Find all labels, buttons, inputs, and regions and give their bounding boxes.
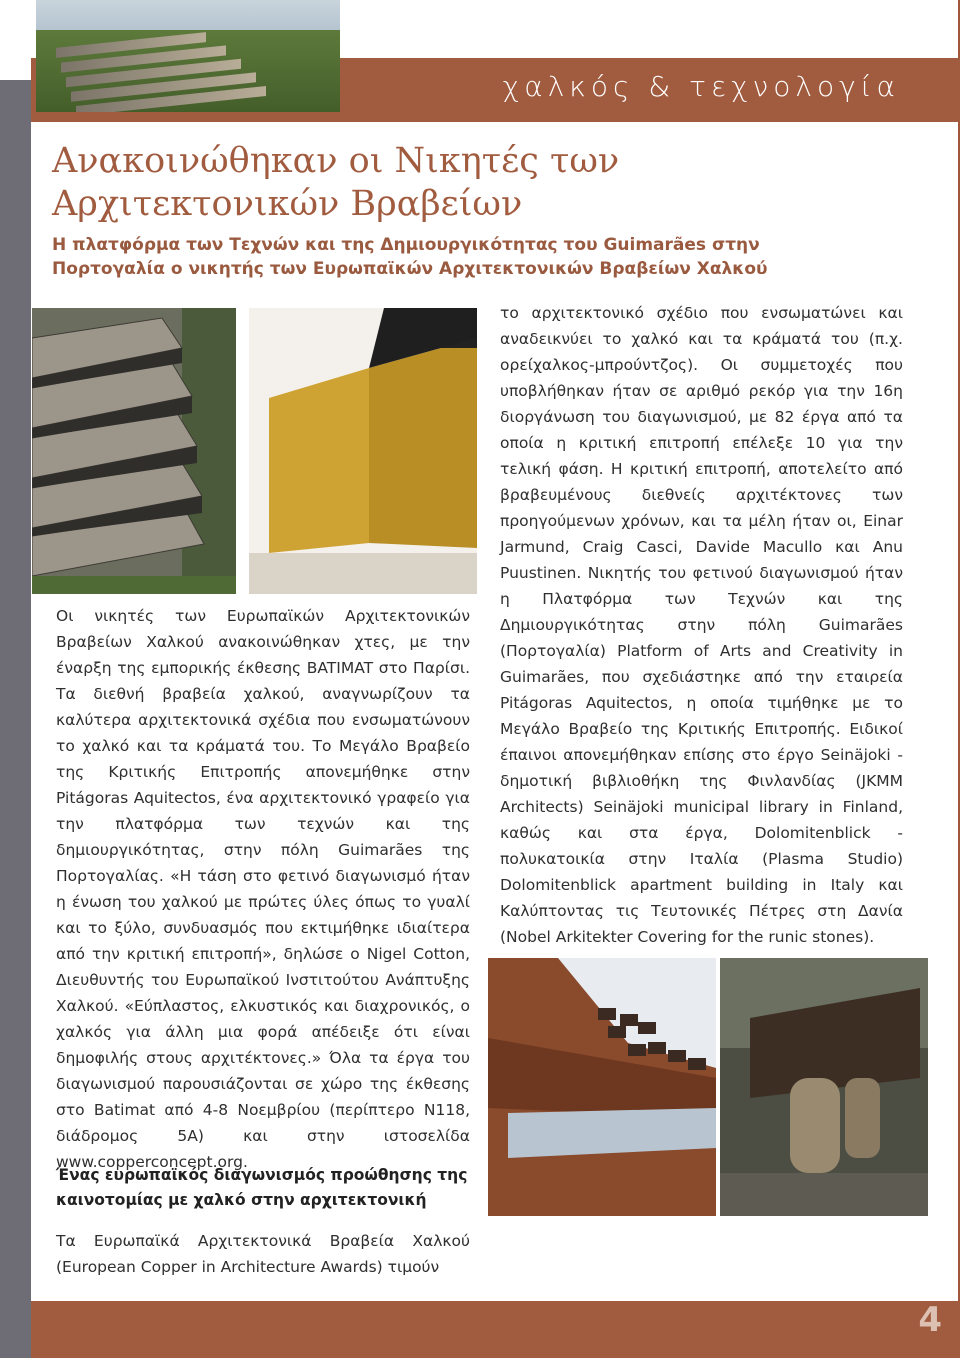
page-number: 4 xyxy=(918,1300,942,1340)
left-sidebar-bar xyxy=(0,0,31,1358)
left-column-text: Οι νικητές των Ευρωπαϊκών Αρχιτεκτονικών Βραβείων Χαλκού ανακοινώθηκαν χτες, με την έναρξη της εμπορικής έκθεσης BATIMAT στο Παρίσι. Τα διεθνή βραβεία χαλκού, αναγνωρίζουν τα καλύτερα αρχιτεκτονικά σχέδια που ενσωματώνουν το χαλκό και τα κράματά του. Το Μεγάλο Βραβείο της Κριτικής Επιτροπής απονεμήθηκε στην Pitágoras Aquitectos, ένα αρχιτεκτονικό γραφείο για την πλατφόρμα των τεχνών και της δημιουργικότητας, στην πόλη Guimarães της Πορτογαλίας. «Η τάση στο φετινό διαγωνισμό ήταν η ένωση του χαλκού με πρώτες ύλες όπως το γυαλί και το ξύλο, συνδυασμός που εκτιμήθηκε ιδιαίτερα από την κριτική επιτροπή», δηλώσε ο Nigel Cotton, Διευθυντής του Ευρωπαϊκού Ινστιτούτου Ανάπτυξης Χαλκού. «Εύπλαστος, ελκυστικός και διαχρονικός, ο χαλκός για άλλη μια φορά απέδειξε ότι είναι δημοφιλής στους αρχιτέκτονες.» Όλα τα έργα του διαγωνισμού παρουσιάζονται σε χώρο της έκθεσης στο Batimat από 4-8 Νοεμβρίου (περίπτερο Ν118, διάδρομος 5Α) και στην ιστοσελίδα www.copperconcept.org. xyxy=(56,607,470,1171)
section-title: χαλκός & τεχνολογία xyxy=(502,70,900,103)
section-heading: Ένας ευρωπαϊκός διαγωνισμός προώθησης της καινοτομίας με χαλκό στην αρχιτεκτονική xyxy=(56,1166,468,1209)
header-photo-building xyxy=(36,0,340,112)
article-subhead: Η πλατφόρμα των Τεχνών και της Δημιουργικότητας του Guimarães στην Πορτογαλία ο νικητής των Ευρωπαϊκών Αρχιτεκτονικών Βραβείων Χαλκού xyxy=(52,235,768,279)
photo-runic-stones xyxy=(720,958,928,1216)
left-sidebar-gap xyxy=(0,0,31,80)
photo-dolomitenblick-facade xyxy=(32,308,236,594)
footer-bar xyxy=(31,1301,960,1358)
right-column-text: το αρχιτεκτονικό σχέδιο που ενσωματώνει και αναδεικνύει το χαλκό και τα κράματά του (π.χ. ορείχαλκος-μπρούντζος). Οι συμμετοχές που υποβλήθηκαν ήταν σε αριθμό ρεκόρ για την 16η διοργάνωση του διαγωνισμού, με 82 έργα από τα οποία η κριτική επιτροπή επέλεξε 10 για την τελική φάση. Η κριτική επιτροπή, αποτελείτο από βραβευμένους διεθνείς αρχιτέκτονες των προηγούμενων χρόνων, και τα μέλη ήταν οι, Einar Jarmund, Craig Casci, Davide Macullo και Anu Puustinen. Νικητής του φετινού διαγωνισμού ήταν η Πλατφόρμα των Τεχνών και της Δημιουργικότητας στην πόλη Guimarães (Πορτογαλία) Platform of Arts and Creativity in Guimarães, που σχεδιάστηκε από την εταιρεία Pitágoras Aquitectos, η οποία τιμήθηκε με το Μεγάλο Βραβείο της Κριτικής Επιτροπής. Ειδικοί έπαινοι απονεμήθηκαν επίσης στο έργο Seinäjoki - δημοτική βιβλιοθήκη της Φινλανδίας (JKMM Architects) Seinäjoki municipal library in Finland, καθώς και στα έργα, Dolomitenblick - πολυκατοικία στην Ιταλία (Plasma Studio) Dolomitenblick apartment building in Italy και Καλύπτοντας τις Τευτονικές Πέτρες στη Δανία (Nobel Arkitekter Covering for the runic stones). xyxy=(500,304,903,946)
photo-guimaraes-platform xyxy=(249,308,477,594)
article-headline: Ανακοινώθηκαν οι Νικητές των Αρχιτεκτονικών Βραβείων xyxy=(52,141,620,224)
photo-seinajoki-library xyxy=(488,958,716,1216)
section-body-text: Τα Ευρωπαϊκά Αρχιτεκτονικά Βραβεία Χαλκού (European Copper in Architecture Awards) τιμούν xyxy=(56,1232,470,1276)
